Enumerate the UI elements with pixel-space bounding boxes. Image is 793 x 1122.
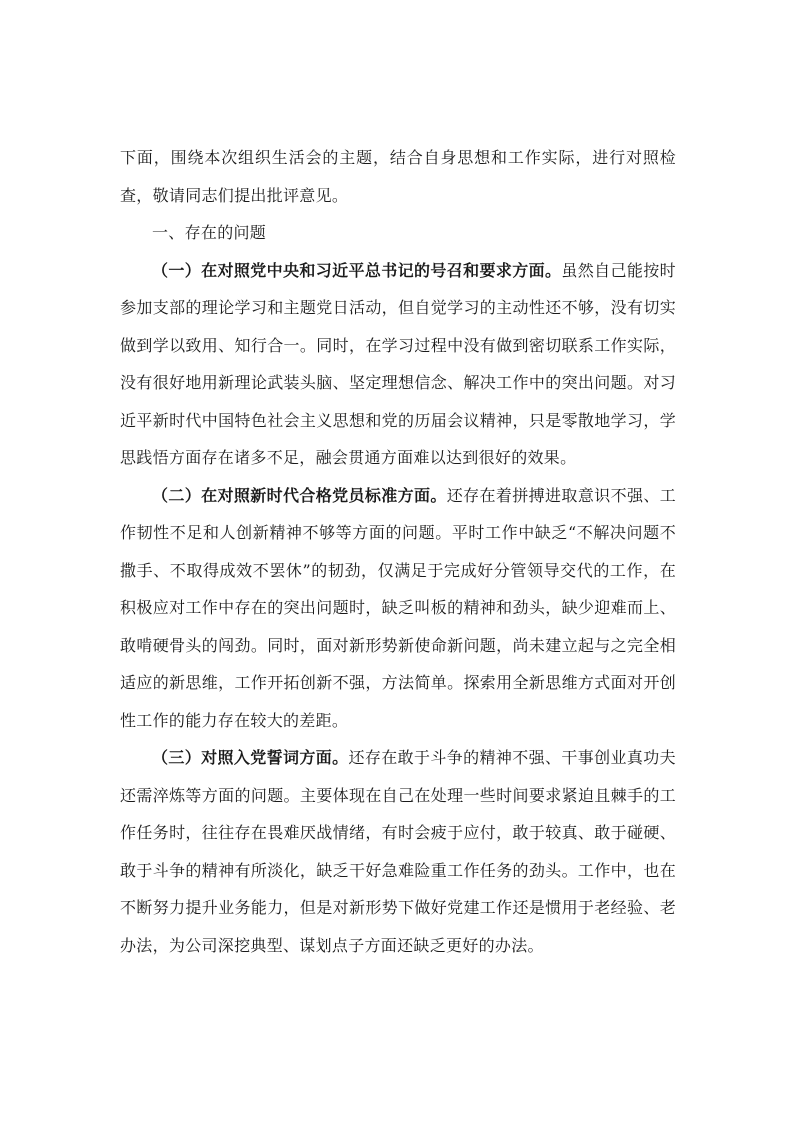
section-title: 一、存在的问题 (152, 223, 267, 242)
problem-item-2-text: 还存在着拼搏进取意识不强、工作韧性不足和人创新精神不够等方面的问题。平时工作中缺乏“不解决问题不撒手、不取得成效不罢休”的韧劲，仅满足于完成好分管领导交代的工作，在积极应对工作中存在的突出问题时，缺乏叫板的精神和劲头，缺少迎难而上、敢啃硬骨头的闯劲。同时，面对新形势新使命新问题，尚未建立起与之完全相适应的新思维，工作开拓创新不强，方法简单。探索用全新思维方式面对开创性工作的能力存在较大的差距。 (120, 485, 676, 730)
problem-item-1-label: （一）在对照党中央和习近平总书记的号召和要求方面。 (152, 260, 562, 280)
document-body (120, 139, 676, 964)
problem-item-3 (120, 739, 676, 964)
problem-item-3-text: 还存在敢于斗争的精神不强、干事创业真功夫还需淬炼等方面的问题。主要体现在自己在处理一些时间要求紧迫且棘手的工作任务时，往往存在畏难厌战情绪，有时会疲于应付，敢于较真、敢于碰硬、敢于斗争的精神有所淡化，缺乏干好急难险重工作任务的劲头。工作中，也在不断努力提升业务能力，但是对新形势下做好党建工作还是惯用于老经验、老办法，为公司深挖典型、谋划点子方面还缺乏更好的办法。 (120, 748, 676, 955)
problem-item-2 (120, 477, 676, 740)
problem-item-1-text: 虽然自己能按时参加支部的理论学习和主题党日活动，但自觉学习的主动性还不够，没有切实做到学以致用、知行合一。同时，在学习过程中没有做到密切联系工作实际，没有很好地用新理论武装头脑、坚定理想信念、解决工作中的突出问题。对习近平新时代中国特色社会主义思想和党的历届会议精神，只是零散地学习，学思践悟方面存在诸多不足，融会贯通方面难以达到很好的效果。 (120, 260, 676, 467)
problem-item-3-label: （三）对照入党誓词方面。 (152, 748, 349, 767)
problem-item-1 (120, 252, 676, 477)
problem-item-2-label: （二）在对照新时代合格党员标准方面。 (152, 485, 447, 505)
intro-paragraph: 下面，围绕本次组织生活会的主题，结合自身思想和工作实际，进行对照检查，敬请同志们提出批评意见。 (120, 148, 676, 205)
